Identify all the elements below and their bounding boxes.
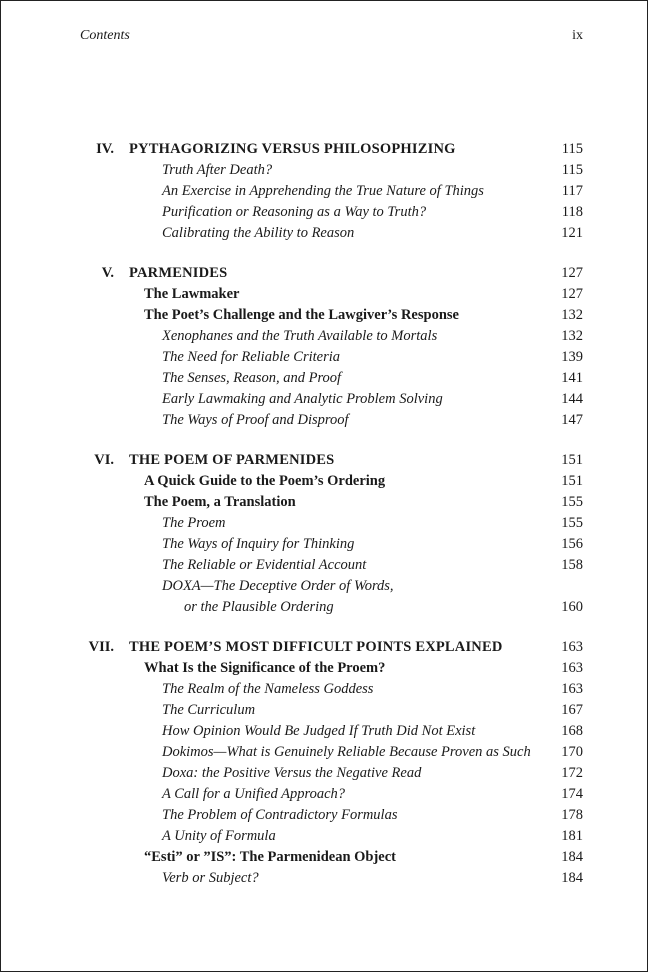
toc-page-number: 127: [561, 286, 583, 302]
toc-entry-title: Verb or Subject?: [162, 870, 259, 886]
toc-subsection-row: [1, 347, 647, 367]
toc-page-number: 155: [561, 494, 583, 510]
toc-entry-title: THE POEM OF PARMENIDES: [129, 452, 335, 468]
chapter-number: V.: [101, 265, 114, 281]
toc-page-number: 117: [561, 183, 583, 199]
toc-page-number: 158: [561, 557, 583, 573]
toc-page-number: 167: [561, 702, 583, 718]
toc-entry-title: THE POEM’S MOST DIFFICULT POINTS EXPLAINED: [129, 639, 503, 655]
toc-subsection-row: [1, 700, 647, 720]
toc-page-number: 151: [561, 473, 583, 489]
toc-section-row: [1, 305, 647, 325]
page-number: ix: [572, 28, 583, 43]
toc-page-number: 163: [561, 660, 583, 676]
toc-entry-title: Purification or Reasoning as a Way to Truth?: [162, 204, 427, 220]
toc-subsection-row: [1, 181, 647, 201]
toc-section-row: [1, 492, 647, 512]
toc-page-number: 163: [561, 681, 583, 697]
toc-entry-title: The Ways of Proof and Disproof: [162, 412, 349, 428]
toc-entry-title: PYTHAGORIZING VERSUS PHILOSOPHIZING: [129, 141, 456, 157]
toc-entry-title: An Exercise in Apprehending the True Nature of Things: [162, 183, 484, 199]
toc-entry-title: The Reliable or Evidential Account: [162, 557, 367, 573]
toc-page-number: 181: [561, 828, 583, 844]
toc-page-number: 178: [561, 807, 583, 823]
toc-entry-title: or the Plausible Ordering: [184, 599, 334, 615]
toc-entry-title: The Senses, Reason, and Proof: [162, 370, 342, 386]
toc-entry-title: The Ways of Inquiry for Thinking: [162, 536, 355, 552]
toc-page-number: 115: [561, 162, 583, 178]
toc-subsection-row: [1, 410, 647, 430]
toc-page-number: 144: [561, 391, 583, 407]
toc-chapter-row: [1, 263, 647, 283]
toc-subsection-row: [1, 826, 647, 846]
toc-chapter-row: [1, 139, 647, 159]
toc-page-number: 141: [561, 370, 583, 386]
toc-entry-title: The Poet’s Challenge and the Lawgiver’s Response: [144, 307, 459, 323]
toc-page-number: 156: [561, 536, 583, 552]
toc-subsection-row: [1, 597, 647, 617]
toc-page-number: 184: [561, 849, 583, 865]
toc-entry-title: Truth After Death?: [162, 162, 273, 178]
running-head-title: Contents: [80, 28, 130, 43]
toc-subsection-row: [1, 784, 647, 804]
toc-section-row: [1, 658, 647, 678]
toc-page-number: 155: [561, 515, 583, 531]
toc-subsection-row: [1, 160, 647, 180]
toc-page-number: 151: [561, 452, 583, 468]
toc-entry-title: What Is the Significance of the Proem?: [144, 660, 386, 676]
toc-subsection-row: [1, 576, 647, 596]
toc-subsection-row: [1, 223, 647, 243]
toc-subsection-row: [1, 805, 647, 825]
toc-page-number: 174: [561, 786, 583, 802]
toc-entry-title: The Realm of the Nameless Goddess: [162, 681, 374, 697]
toc-entry-title: A Call for a Unified Approach?: [162, 786, 345, 802]
toc-subsection-row: [1, 389, 647, 409]
toc-subsection-row: [1, 721, 647, 741]
toc-page-number: 132: [561, 328, 583, 344]
toc-subsection-row: [1, 368, 647, 388]
toc-entry-title: DOXA—The Deceptive Order of Words,: [162, 578, 394, 594]
toc-entry-title: The Need for Reliable Criteria: [162, 349, 341, 365]
toc-page-number: 184: [561, 870, 583, 886]
toc-subsection-row: [1, 742, 647, 762]
toc-entry-title: “Esti” or ”IS”: The Parmenidean Object: [144, 849, 397, 865]
toc-page-number: 160: [561, 599, 583, 615]
toc-entry-title: A Unity of Formula: [162, 828, 276, 844]
toc-entry-title: Doxa: the Positive Versus the Negative Read: [162, 765, 422, 781]
chapter-number: VI.: [94, 452, 114, 468]
toc-page-number: 115: [561, 141, 583, 157]
toc-page-number: 118: [561, 204, 583, 220]
toc-page-number: 168: [561, 723, 583, 739]
toc-chapter-row: [1, 637, 647, 657]
toc-page-number: 147: [561, 412, 583, 428]
toc-entry-title: The Proem: [162, 515, 226, 531]
toc-entry-title: The Problem of Contradictory Formulas: [162, 807, 398, 823]
toc-subsection-row: [1, 513, 647, 533]
toc-entry-title: Xenophanes and the Truth Available to Mortals: [162, 328, 438, 344]
toc-chapter-row: [1, 450, 647, 470]
toc-subsection-row: [1, 868, 647, 888]
toc-subsection-row: [1, 534, 647, 554]
toc-entry-title: Calibrating the Ability to Reason: [162, 225, 355, 241]
toc-section-row: [1, 847, 647, 867]
toc-entry-title: The Curriculum: [162, 702, 256, 718]
toc-entry-title: PARMENIDES: [129, 265, 228, 281]
toc-subsection-row: [1, 326, 647, 346]
toc-subsection-row: [1, 555, 647, 575]
toc-page-number: 163: [561, 639, 583, 655]
toc-page-number: 170: [561, 744, 583, 760]
chapter-number: VII.: [88, 639, 114, 655]
toc-page-number: 172: [561, 765, 583, 781]
toc-entry-title: The Lawmaker: [144, 286, 240, 302]
toc-subsection-row: [1, 679, 647, 699]
toc-entry-title: The Poem, a Translation: [144, 494, 296, 510]
toc-page-number: 139: [561, 349, 583, 365]
chapter-number: IV.: [96, 141, 114, 157]
toc-section-row: [1, 471, 647, 491]
toc-entry-title: Dokimos—What is Genuinely Reliable Because Proven as Such: [162, 744, 531, 760]
toc-section-row: [1, 284, 647, 304]
toc-entry-title: A Quick Guide to the Poem’s Ordering: [144, 473, 386, 489]
toc-entry-title: How Opinion Would Be Judged If Truth Did Not Exist: [162, 723, 476, 739]
toc-entry-title: Early Lawmaking and Analytic Problem Solving: [162, 391, 443, 407]
toc-page-number: 132: [561, 307, 583, 323]
toc-page-number: 127: [561, 265, 583, 281]
running-head: [80, 28, 583, 44]
toc-page-number: 121: [561, 225, 583, 241]
toc-subsection-row: [1, 202, 647, 222]
toc-subsection-row: [1, 763, 647, 783]
